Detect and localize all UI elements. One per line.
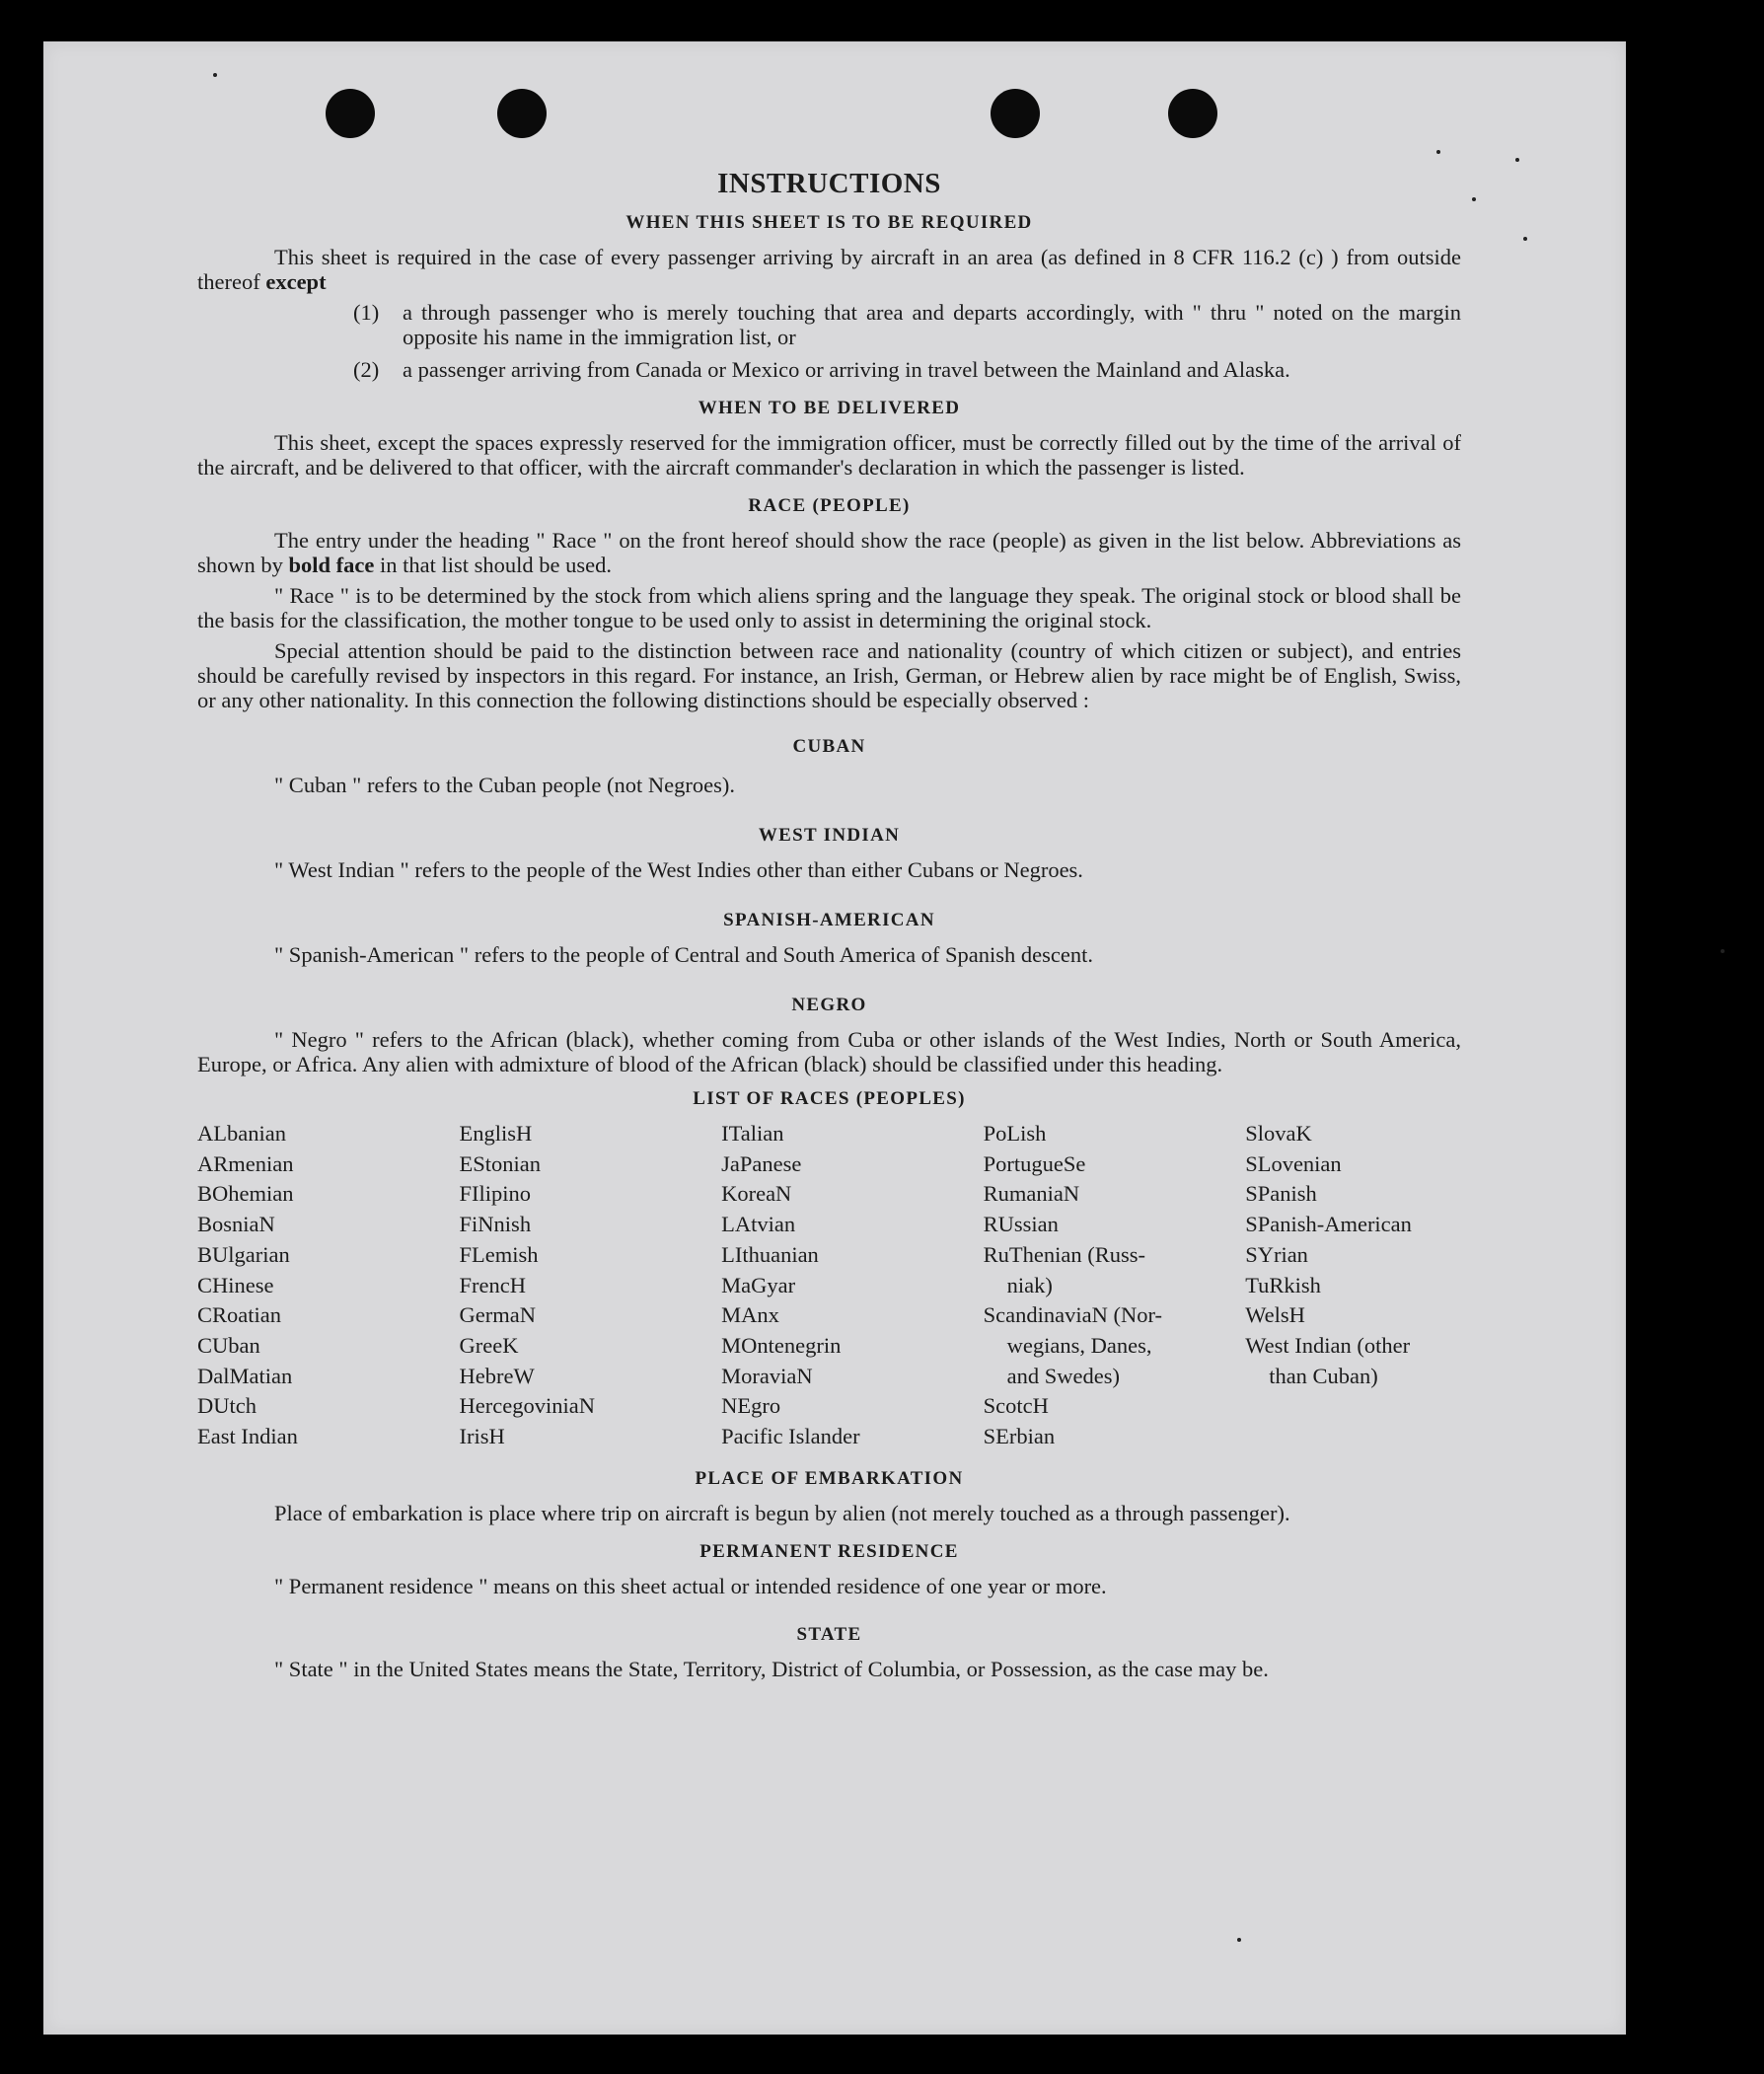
race-entry: RuThenian (Russ- <box>983 1241 1145 1267</box>
speck <box>1436 150 1440 154</box>
race-column <box>1245 1119 1461 1452</box>
race-entry: HercegoviniaN <box>459 1393 595 1419</box>
race-entry: MaGyar <box>721 1272 796 1297</box>
race-entry: SErbian <box>983 1424 1056 1449</box>
race-entry: SlovaK <box>1245 1121 1312 1146</box>
race-entry: LAtvian <box>721 1212 796 1237</box>
paragraph: " Race " is to be determined by the stock from which aliens spring and the language they speak. The original stock or blood shall be the basis for the classification, the mother tongue to be used only to assist in determining the original stock. <box>197 583 1461 632</box>
section-heading: LIST OF RACES (PEOPLES) <box>693 1088 966 1109</box>
section-heading: WHEN TO BE DELIVERED <box>698 398 961 418</box>
speck <box>1523 237 1527 241</box>
text-run: This sheet is required in the case of every passenger arriving by aircraft in an area (as defined in 8 CFR 116.2 (c) ) from outside thereof <box>197 245 1461 294</box>
punch-hole <box>326 89 375 138</box>
text-run: in that list should be used. <box>374 553 613 577</box>
item-number: (1) <box>353 300 380 325</box>
race-entry: DalMatian <box>197 1363 293 1388</box>
race-entry: GermaN <box>459 1302 537 1328</box>
speck <box>213 73 217 77</box>
race-entry: FrencH <box>459 1272 527 1297</box>
race-entry: SPanish-American <box>1245 1212 1412 1237</box>
race-entry: CUban <box>197 1332 260 1358</box>
race-entry: BUlgarian <box>197 1241 290 1267</box>
race-entry: SYrian <box>1245 1241 1308 1267</box>
section-heading: PLACE OF EMBARKATION <box>695 1467 964 1489</box>
race-entry: ARmenian <box>197 1150 294 1176</box>
instructions-body <box>197 168 1461 1687</box>
section-heading: STATE <box>796 1623 862 1645</box>
speck <box>1472 197 1476 201</box>
race-column <box>984 1119 1246 1452</box>
section-heading: PERMANENT RESIDENCE <box>699 1540 959 1562</box>
paragraph: " Spanish-American " refers to the people of Central and South America of Spanish descent. <box>274 942 1094 967</box>
race-entry: LIthuanian <box>721 1241 819 1267</box>
race-entry: BOhemian <box>197 1181 294 1207</box>
race-entry: MAnx <box>721 1302 779 1328</box>
race-list <box>197 1119 1461 1452</box>
item-text: a through passenger who is merely touching that area and departs accordingly, with " thru " noted on the margin opposite his name in the immigration list, or <box>403 300 1461 349</box>
race-column <box>197 1119 460 1452</box>
race-entry: NEgro <box>721 1393 781 1419</box>
page-title: INSTRUCTIONS <box>717 168 941 199</box>
bold-text: except <box>265 269 327 294</box>
punch-hole <box>497 89 547 138</box>
race-entry: WelsH <box>1245 1302 1305 1328</box>
section-heading: WHEN THIS SHEET IS TO BE REQUIRED <box>625 212 1033 233</box>
paragraph: " Permanent residence " means on this sheet actual or intended residence of one year or more. <box>274 1573 1107 1598</box>
race-entry: TuRkish <box>1245 1272 1321 1297</box>
race-entry: FiNnish <box>459 1212 532 1237</box>
race-entry: RUssian <box>983 1212 1059 1237</box>
race-entry: JaPanese <box>721 1150 802 1176</box>
race-entry: wegians, Danes, <box>1006 1332 1152 1358</box>
section-heading: SPANISH-AMERICAN <box>723 910 935 930</box>
race-entry: ITalian <box>721 1121 784 1146</box>
paragraph: " Cuban " refers to the Cuban people (not Negroes). <box>274 773 735 797</box>
text-run: The entry under the heading " Race " on the front hereof should show the race (people) as given in the list below. Abbreviations as shown by <box>197 528 1461 577</box>
speck <box>1237 1938 1241 1942</box>
paragraph <box>197 528 1461 577</box>
race-entry: MoraviaN <box>721 1363 813 1388</box>
paragraph: " West Indian " refers to the people of the West Indies other than either Cubans or Negroes. <box>274 857 1083 882</box>
race-entry: CRoatian <box>197 1302 281 1328</box>
paragraph: " State " in the United States means the State, Territory, District of Columbia, or Possession, as the case may be. <box>274 1656 1269 1681</box>
race-entry: East Indian <box>197 1424 298 1449</box>
race-entry: PortugueSe <box>983 1150 1086 1176</box>
race-entry: IrisH <box>459 1424 505 1449</box>
race-entry: ALbanian <box>197 1121 286 1146</box>
race-column <box>721 1119 984 1452</box>
section-heading: CUBAN <box>792 736 866 757</box>
race-entry: than Cuban) <box>1269 1363 1378 1388</box>
race-entry: DUtch <box>197 1393 257 1419</box>
paragraph <box>197 245 1461 294</box>
race-entry: FLemish <box>459 1241 539 1267</box>
race-entry: niak) <box>1006 1272 1053 1297</box>
list-item <box>197 357 1461 382</box>
race-entry: Pacific Islander <box>721 1424 860 1449</box>
race-entry: KoreaN <box>721 1181 792 1207</box>
race-entry: GreeK <box>459 1332 519 1358</box>
race-entry: FIlipino <box>459 1181 532 1207</box>
race-entry: ScotcH <box>983 1393 1049 1419</box>
list-item <box>197 300 1461 349</box>
item-number: (2) <box>353 357 380 382</box>
race-entry: SPanish <box>1245 1181 1317 1207</box>
item-text: a passenger arriving from Canada or Mexico or arriving in travel between the Mainland and Alaska. <box>403 357 1290 382</box>
race-entry: EnglisH <box>459 1121 533 1146</box>
section-heading: RACE (PEOPLE) <box>748 495 911 516</box>
section-heading: NEGRO <box>791 995 867 1015</box>
speck <box>1721 949 1725 953</box>
section-heading: WEST INDIAN <box>758 825 901 846</box>
race-column <box>460 1119 722 1452</box>
bold-text: bold face <box>288 553 375 577</box>
race-entry: West Indian (other <box>1245 1332 1411 1358</box>
race-entry: PoLish <box>983 1121 1047 1146</box>
paragraph: This sheet, except the spaces expressly reserved for the immigration officer, must be correctly filled out by the time of the arrival of the aircraft, and be delivered to that officer, with the aircraft commander's declaration in which the passenger is listed. <box>197 430 1461 480</box>
race-entry: and Swedes) <box>1006 1363 1120 1388</box>
race-entry: EStonian <box>459 1150 542 1176</box>
race-entry: ScandinaviaN (Nor- <box>983 1302 1163 1328</box>
punch-hole <box>991 89 1040 138</box>
race-entry: RumaniaN <box>983 1181 1080 1207</box>
race-entry: CHinese <box>197 1272 274 1297</box>
race-entry: MOntenegrin <box>721 1332 842 1358</box>
punch-hole <box>1168 89 1217 138</box>
speck <box>1515 158 1519 162</box>
race-entry: BosniaN <box>197 1212 275 1237</box>
document-page <box>43 41 1626 2035</box>
paragraph: Special attention should be paid to the distinction between race and nationality (country of which citizen or subject), and entries should be carefully revised by inspectors in this regard. For instance, an Irish, German, or Hebrew alien by race might be of English, Swiss, or any other nationality. In this connection the following distinctions should be especially observed : <box>197 638 1461 712</box>
race-entry: HebreW <box>459 1363 535 1388</box>
paragraph: Place of embarkation is place where trip on aircraft is begun by alien (not merely touched as a through passenger). <box>274 1500 1290 1525</box>
race-entry: SLovenian <box>1245 1150 1342 1176</box>
paragraph: " Negro " refers to the African (black), whether coming from Cuba or other islands of the West Indies, North or South America, Europe, or Africa. Any alien with admixture of blood of the African (black) should be classified under this heading. <box>197 1027 1461 1076</box>
